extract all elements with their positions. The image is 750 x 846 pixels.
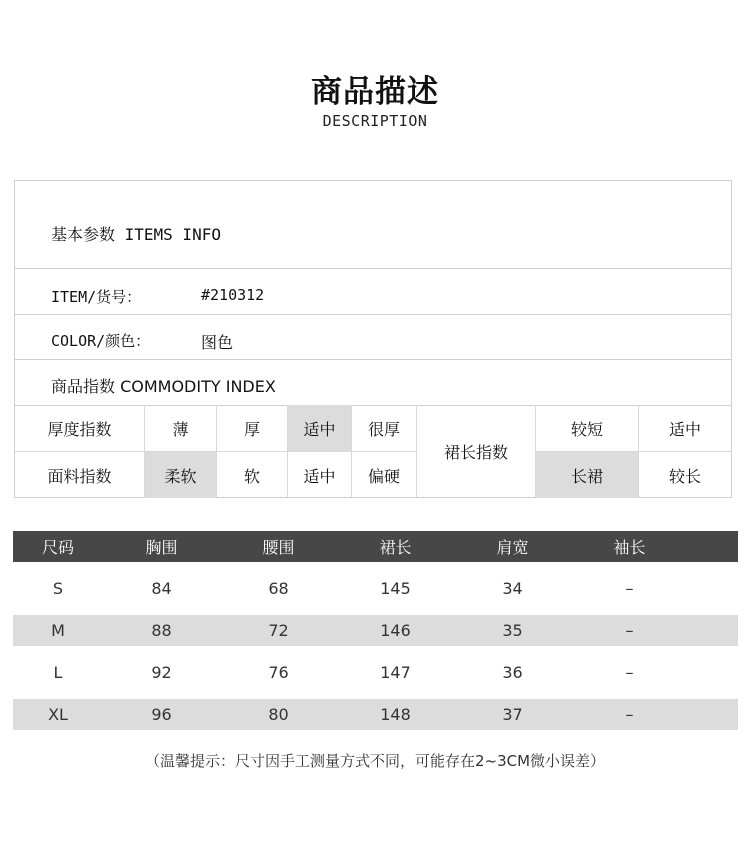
header-skirt-length: 裙长 (379, 538, 412, 557)
header-bust: 胸围 (145, 538, 178, 557)
divider (15, 359, 731, 360)
commodity-index-heading: 商品指数 COMMODITY INDEX (51, 377, 276, 396)
fabric-index-label: 面料指数 (15, 452, 145, 498)
page-subtitle: DESCRIPTION (322, 112, 428, 130)
cell-sleeve: – (625, 621, 634, 640)
header-sleeve: 袖长 (613, 538, 646, 557)
table-row (13, 657, 738, 688)
cell-size: M (51, 621, 65, 640)
cell-sleeve: – (625, 579, 634, 598)
divider (15, 314, 731, 315)
cell-shoulder: 37 (502, 705, 523, 724)
cell-sleeve: – (625, 663, 634, 682)
cell-size: XL (48, 705, 68, 724)
items-info-heading: 基本参数 ITEMS INFO (51, 225, 221, 244)
commodity-index-grid (15, 405, 731, 498)
skirt-option-medium: 适中 (639, 405, 731, 452)
cell-bust: 96 (151, 705, 172, 724)
cell-shoulder: 35 (502, 621, 523, 640)
cell-shoulder: 34 (502, 579, 523, 598)
measurement-note: （温馨提示：尺寸因手工测量方式不同，可能存在2~3CM微小误差） (144, 752, 606, 770)
cell-bust: 92 (151, 663, 172, 682)
item-label: ITEM/货号： (51, 288, 142, 306)
cell-waist: 80 (268, 705, 289, 724)
color-value: 图色 (201, 333, 234, 352)
cell-waist: 76 (268, 663, 289, 682)
cell-bust: 88 (151, 621, 172, 640)
skirt-option-long: 长裙 (536, 452, 639, 498)
thickness-option-medium: 适中 (288, 405, 352, 452)
cell-size: L (53, 663, 63, 682)
skirt-option-short: 较短 (536, 405, 639, 452)
items-info-panel (14, 180, 732, 498)
cell-waist: 72 (268, 621, 289, 640)
page-title: 商品描述 (311, 74, 439, 110)
thickness-option-thin: 薄 (145, 405, 217, 452)
fabric-option-stiff: 偏硬 (352, 452, 417, 498)
table-row (13, 615, 738, 646)
header-size: 尺码 (41, 538, 74, 557)
cell-skirt-length: 146 (380, 621, 411, 640)
cell-shoulder: 36 (502, 663, 523, 682)
cell-size: S (52, 579, 64, 598)
header-waist: 腰围 (262, 538, 295, 557)
cell-skirt-length: 147 (380, 663, 411, 682)
table-row (13, 699, 738, 730)
fabric-option-medium: 适中 (288, 452, 352, 498)
cell-waist: 68 (268, 579, 289, 598)
cell-skirt-length: 148 (380, 705, 411, 724)
fabric-option-soft: 柔软 (145, 452, 217, 498)
table-row (13, 573, 738, 604)
divider (15, 268, 731, 269)
thickness-option-very-thick: 很厚 (352, 405, 417, 452)
size-table-header (13, 531, 738, 562)
skirt-option-longer: 较长 (668, 466, 701, 486)
color-label: COLOR/颜色： (51, 332, 151, 350)
cell-sleeve: – (625, 705, 634, 724)
item-value: #210312 (201, 286, 265, 304)
cell-skirt-length: 145 (380, 579, 411, 598)
thickness-option-thick: 厚 (217, 405, 288, 452)
fabric-option-soft-2: 软 (217, 452, 288, 498)
header-shoulder: 肩宽 (496, 538, 529, 557)
thickness-index-label: 厚度指数 (15, 405, 145, 452)
cell-bust: 84 (151, 579, 172, 598)
size-table (13, 531, 738, 730)
skirt-length-index-label: 裙长指数 (417, 405, 536, 498)
